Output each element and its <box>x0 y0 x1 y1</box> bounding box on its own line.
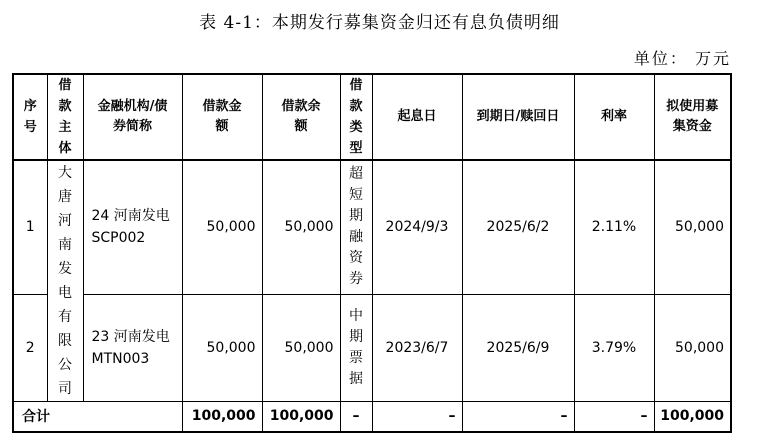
total-loan-type: – <box>340 402 372 432</box>
header-loan-balance: 借款余额 <box>262 74 340 160</box>
header-row <box>13 74 731 160</box>
total-planned-use: 100,000 <box>654 402 731 432</box>
cell-seq: 1 <box>13 160 47 294</box>
cell-loan-balance: 50,000 <box>262 294 340 401</box>
table-title: 表 4-1：本期发行募集资金归还有息负债明细 <box>199 13 560 33</box>
table-row <box>13 160 731 294</box>
cell-maturity: 2025/6/2 <box>462 160 574 294</box>
header-borrower: 借款主体 <box>47 74 83 160</box>
header-planned-use: 拟使用募集资金 <box>654 74 731 160</box>
header-loan-amount: 借款金额 <box>182 74 262 160</box>
cell-maturity: 2025/6/9 <box>462 294 574 401</box>
header-institution: 金融机构/债券简称 <box>83 74 182 160</box>
cell-loan-amount: 50,000 <box>182 160 262 294</box>
cell-rate: 2.11% <box>574 160 654 294</box>
total-row <box>13 402 731 432</box>
cell-loan-amount: 50,000 <box>182 294 262 401</box>
cell-loan-balance: 50,000 <box>262 160 340 294</box>
total-rate: – <box>574 402 654 432</box>
cell-planned-use: 50,000 <box>654 160 731 294</box>
cell-institution: 23 河南发电 MTN003 <box>83 294 182 401</box>
header-loan-type: 借款类型 <box>340 74 372 160</box>
cell-start-date: 2024/9/3 <box>372 160 462 294</box>
total-loan-amount: 100,000 <box>182 402 262 432</box>
header-seq: 序号 <box>13 74 47 160</box>
unit-label: 单位： 万元 <box>633 49 731 68</box>
total-label: 合计 <box>13 402 182 432</box>
cell-loan-type: 中期票据 <box>340 294 372 401</box>
cell-planned-use: 50,000 <box>654 294 731 401</box>
cell-institution: 24 河南发电 SCP002 <box>83 160 182 294</box>
debt-repayment-table <box>12 73 732 433</box>
cell-borrower: 大唐河南发电有限公司 <box>47 160 83 402</box>
total-start-date: – <box>372 402 462 432</box>
table-row <box>13 294 731 401</box>
header-start-date: 起息日 <box>372 74 462 160</box>
cell-seq: 2 <box>13 294 47 401</box>
header-rate: 利率 <box>574 74 654 160</box>
total-maturity: – <box>462 402 574 432</box>
cell-rate: 3.79% <box>574 294 654 401</box>
total-loan-balance: 100,000 <box>262 402 340 432</box>
header-maturity: 到期日/赎回日 <box>462 74 574 160</box>
cell-start-date: 2023/6/7 <box>372 294 462 401</box>
cell-loan-type: 超短期融资券 <box>340 160 372 294</box>
